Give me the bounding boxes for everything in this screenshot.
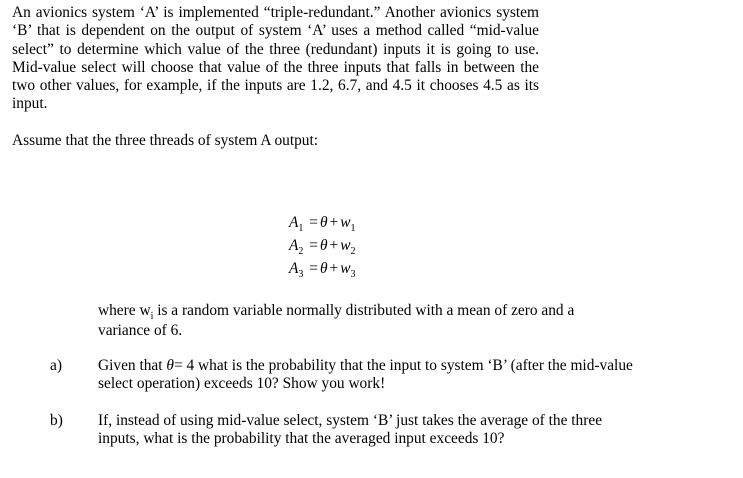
- equation-2: [289, 234, 355, 257]
- question-b-label: b): [50, 412, 63, 429]
- eq-rhs: w: [340, 237, 351, 254]
- eq-rhs: w: [340, 214, 351, 231]
- question-a-label: a): [50, 357, 62, 374]
- where-after: is a random variable normally distributed with a mean of zero and a variance of 6.: [98, 302, 575, 340]
- question-a-eq: = 4: [173, 357, 195, 374]
- eq-plus: +: [329, 260, 339, 277]
- variable-definition: [98, 302, 603, 341]
- question-a-text: [98, 357, 633, 394]
- question-b-text: If, instead of using mid-value select, system ‘B’ just takes the average of the three inputs, what is the probability that the averaged input exceeds 10?: [98, 412, 603, 448]
- eq-plus: +: [329, 214, 339, 231]
- question-a-after: what is the probability that the input to system ‘B’ (after the mid-value select operation) exceeds 10? Show you work!: [98, 357, 633, 393]
- problem-intro: An avionics system ‘A’ is implemented “triple-redundant.” Another avionics system ‘B’ that is dependent on the output of system ‘A’ uses a method called “mid-value select” to determine which value of the three (redundant) inputs it is going to use. Mid-value select will choose that value of the three inputs that falls in between the two other values, for example, if the inputs are 1.2, 6.7, and 4.5 it chooses 4.5 as its input.: [12, 4, 539, 113]
- question-a-theta: θ: [166, 357, 174, 374]
- eq-lhs-sub: 3: [298, 269, 304, 280]
- eq-plus: +: [329, 237, 339, 254]
- where-before: where w: [98, 302, 151, 319]
- equation-3: [289, 257, 355, 280]
- eq-theta: θ: [319, 214, 328, 231]
- eq-rhs-sub: 1: [350, 223, 356, 234]
- eq-rhs-sub: 2: [350, 246, 356, 257]
- eq-rhs-sub: 3: [350, 269, 356, 280]
- eq-theta: θ: [319, 260, 328, 277]
- eq-lhs-sub: 1: [298, 223, 304, 234]
- eq-lhs: A: [289, 260, 299, 277]
- eq-lhs-sub: 2: [298, 246, 304, 257]
- eq-lhs: A: [289, 214, 299, 231]
- eq-equals: =: [309, 214, 318, 231]
- eq-equals: =: [309, 237, 318, 254]
- eq-theta: θ: [319, 237, 328, 254]
- equation-block: [289, 211, 355, 280]
- where-sub: i: [150, 311, 154, 322]
- question-a-before: Given that: [98, 357, 167, 374]
- assume-statement: Assume that the three threads of system A output:: [12, 132, 319, 149]
- eq-lhs: A: [289, 237, 299, 254]
- eq-rhs: w: [340, 260, 351, 277]
- equation-1: [289, 211, 355, 234]
- eq-equals: =: [309, 260, 318, 277]
